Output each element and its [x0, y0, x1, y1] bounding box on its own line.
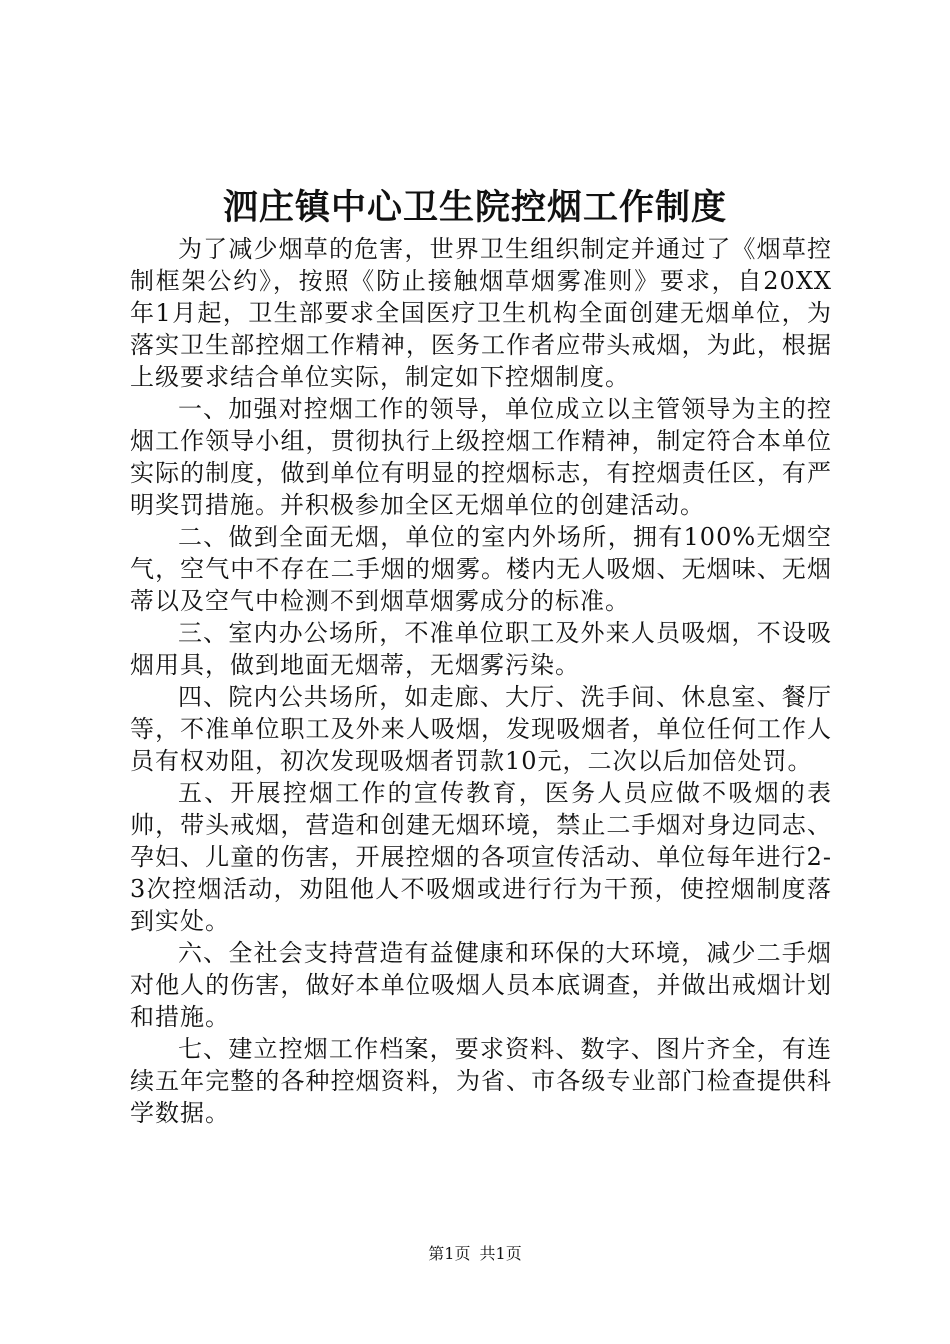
paragraph-item-7: 七、建立控烟工作档案，要求资料、数字、图片齐全，有连续五年完整的各种控烟资料，为省、市各级专业部门检查提供科学数据。: [130, 1035, 832, 1127]
page-number: 第1页: [428, 1244, 471, 1263]
paragraph-item-6: 六、全社会支持营造有益健康和环保的大环境，减少二手烟对他人的伤害，做好本单位吸烟人员本底调查，并做出戒烟计划和措施。: [130, 939, 832, 1031]
paragraph-item-4: 四、院内公共场所，如走廊、大厅、洗手间、休息室、餐厅等，不准单位职工及外来人吸烟，发现吸烟者，单位任何工作人员有权劝阻，初次发现吸烟者罚款10元，二次以后加倍处罚。: [130, 683, 832, 775]
page-total: 共1页: [479, 1244, 522, 1263]
paragraph-item-3: 三、室内办公场所，不准单位职工及外来人员吸烟，不设吸烟用具，做到地面无烟蒂，无烟雾污染。: [130, 619, 832, 679]
paragraph-item-5: 五、开展控烟工作的宣传教育，医务人员应做不吸烟的表帅，带头戒烟，营造和创建无烟环境，禁止二手烟对身边同志、孕妇、儿童的伤害，开展控烟的各项宣传活动、单位每年进行2-3次控烟活动，劝阻他人不吸烟或进行行为干预，使控烟制度落到实处。: [130, 779, 832, 935]
paragraph-item-1: 一、加强对控烟工作的领导，单位成立以主管领导为主的控烟工作领导小组，贯彻执行上级控烟工作精神，制定符合本单位实际的制度，做到单位有明显的控烟标志，有控烟责任区，有严明奖罚措施。并积极参加全区无烟单位的创建活动。: [130, 395, 832, 519]
page-title: 泗庄镇中心卫生院控烟工作制度: [222, 187, 727, 228]
paragraph-item-2: 二、做到全面无烟，单位的室内外场所，拥有100%无烟空气，空气中不存在二手烟的烟雾。楼内无人吸烟、无烟味、无烟蒂以及空气中检测不到烟草烟雾成分的标准。: [130, 523, 832, 615]
page-footer: [0, 1244, 950, 1264]
document-body: [130, 233, 832, 1129]
paragraph-intro: 为了减少烟草的危害，世界卫生组织制定并通过了《烟草控制框架公约》，按照《防止接触烟草烟雾准则》要求，自20XX年1月起，卫生部要求全国医疗卫生机构全面创建无烟单位，为落实卫生部控烟工作精神，医务工作者应带头戒烟，为此，根据上级要求结合单位实际，制定如下控烟制度。: [130, 235, 832, 391]
